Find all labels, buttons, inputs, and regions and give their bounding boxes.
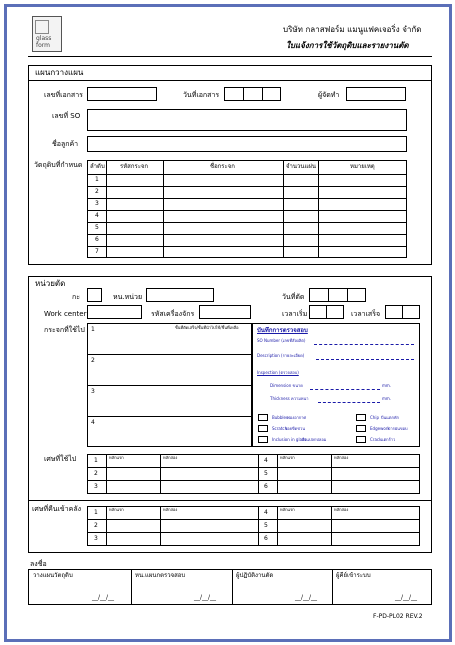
inspect-thickness-line: Thickness ความหนา bbox=[270, 396, 309, 401]
inspect-dimension-line: Dimension ขนาด bbox=[270, 383, 303, 388]
scrap-used-label: เศษที่ใช้ไป bbox=[44, 455, 77, 463]
check-chip-th: บิ่นแตกหัก bbox=[381, 415, 399, 420]
creator-label: ผู้จัดทำ bbox=[318, 91, 340, 99]
check-scratch-th: รอยขีดข่วน bbox=[285, 426, 305, 431]
creator-field[interactable] bbox=[346, 87, 406, 101]
col-header-glass-code: รหัสกระจก bbox=[120, 163, 149, 170]
return-col1-header-right: หลักแรก bbox=[280, 507, 295, 512]
glass-row-number: 4 bbox=[91, 419, 95, 426]
sign-cutter-label: ผู้ปฏิบัติงานตัด bbox=[236, 572, 274, 579]
check-edgework-en: Edgework bbox=[370, 426, 390, 431]
return-col1-header: หลักแรก bbox=[109, 507, 124, 512]
signature-title: ลงชื่อ bbox=[30, 560, 47, 568]
cut-date-label: วันที่ตัด bbox=[282, 293, 305, 301]
doc-date-label: วันที่เอกสาร bbox=[183, 91, 220, 99]
so-field[interactable] bbox=[87, 109, 407, 131]
machine-label: รหัสเครื่องจักร bbox=[151, 310, 195, 318]
logo-text-top: glass bbox=[36, 35, 52, 42]
table-row: 2 bbox=[94, 470, 98, 477]
check-bubbles-th: ฟองอากาศ bbox=[287, 415, 307, 420]
table-row: 6 bbox=[95, 236, 99, 243]
sign-inspector-label: หน.แผนกตรวจสอบ bbox=[135, 572, 186, 579]
inspect-desc-line: Description (รายละเอียด) bbox=[257, 353, 305, 358]
table-row: 2 bbox=[95, 188, 99, 195]
company-name: บริษัท กลาสฟอร์ม แมนูแฟคเจอริ่ง จำกัด bbox=[283, 25, 422, 34]
inspect-thickness-unit: mm. bbox=[382, 396, 392, 401]
cut-section-title: หน่วยตัด bbox=[35, 279, 66, 288]
inspection-title: บันทึกการตรวจสอบ bbox=[257, 327, 308, 334]
scrap-return-table bbox=[87, 506, 420, 546]
return-col2-header: หลักสอง bbox=[163, 507, 178, 512]
sign-cutter-date: __/__/__ bbox=[295, 594, 318, 601]
inspect-so-line: SO Number (เลขที่สั่งผลิต) bbox=[257, 338, 306, 343]
table-row: 1 bbox=[95, 176, 99, 183]
doc-no-label: เลขที่เอกสาร bbox=[44, 91, 83, 99]
sign-planner-date: __/__/__ bbox=[92, 594, 115, 601]
document-title: ใบแจ้งการใช้วัตถุดิบและรายงานตัด bbox=[286, 41, 409, 50]
check-scratch-checkbox[interactable] bbox=[258, 425, 268, 432]
glass-row-number: 3 bbox=[91, 388, 95, 395]
table-row: 2 bbox=[94, 522, 98, 529]
check-inclusion-th: สิ่งแปลกปลอม bbox=[302, 437, 327, 442]
table-row: 6 bbox=[264, 483, 268, 490]
doc-no-field[interactable] bbox=[87, 87, 157, 101]
logo-text-bottom: form bbox=[36, 42, 50, 49]
customer-label: ชื่อลูกค้า bbox=[52, 140, 79, 148]
table-row: 4 bbox=[264, 509, 268, 516]
work-center-label: Work center bbox=[44, 310, 87, 318]
scrap-col2-header: หลักสอง bbox=[163, 455, 178, 460]
sign-planner-label: วางแผนวัตถุดิบ bbox=[33, 572, 73, 579]
check-scratch-en: Scratch bbox=[272, 426, 288, 431]
glass-used-label: กระจกที่ใช้ไป bbox=[44, 326, 85, 334]
customer-field[interactable] bbox=[87, 136, 407, 152]
scrap-used-table bbox=[87, 454, 420, 494]
check-crack-th: แตกร้าว bbox=[381, 437, 396, 442]
logo-square bbox=[35, 20, 49, 34]
table-row: 4 bbox=[95, 212, 99, 219]
inspect-inspection-line: Inspection (ตรวจสอบ) bbox=[257, 370, 299, 375]
table-row: 4 bbox=[264, 457, 268, 464]
plan-section-title: แผนกวางแผน bbox=[35, 68, 84, 77]
scrap-col2-header-right: หลักสอง bbox=[334, 455, 349, 460]
machine-field[interactable] bbox=[199, 305, 251, 319]
check-edgework-th: การฝนขอบ bbox=[388, 426, 408, 431]
check-bubbles-en: Bubbles bbox=[272, 415, 289, 420]
scrap-return-label: เศษที่คืนเข้าคลัง bbox=[32, 505, 82, 513]
so-label: เลขที่ SO bbox=[52, 112, 81, 120]
work-center-field[interactable] bbox=[87, 305, 142, 319]
check-inclusion-en: Inclusion in glass bbox=[272, 437, 307, 442]
scrap-col1-header: หลักแรก bbox=[109, 455, 124, 460]
col-header-qty: จำนวนแผ่น bbox=[286, 163, 316, 170]
company-logo bbox=[32, 16, 62, 52]
table-row: 7 bbox=[95, 248, 99, 255]
finish-time-label: เวลาเสร็จ bbox=[351, 310, 381, 318]
table-row: 5 bbox=[264, 470, 268, 477]
col-header-remark: หมายเหตุ bbox=[350, 163, 375, 170]
return-col2-header-right: หลักสอง bbox=[334, 507, 349, 512]
table-row: 6 bbox=[264, 535, 268, 542]
col-header-glass-name: ชื่อกระจก bbox=[210, 163, 235, 170]
glass-row-number: 1 bbox=[91, 326, 95, 333]
check-edgework-checkbox[interactable] bbox=[356, 425, 366, 432]
plan-title-divider bbox=[28, 80, 432, 81]
check-crack-en: Crack bbox=[370, 437, 382, 442]
check-chip-en: Chip bbox=[370, 415, 379, 420]
table-row: 3 bbox=[95, 200, 99, 207]
shift-label: กะ bbox=[72, 293, 80, 301]
form-code: F-PD-PL02 REV.2 bbox=[373, 613, 423, 620]
scrap-col1-header-right: หลักแรก bbox=[280, 455, 295, 460]
glass-row-number: 2 bbox=[91, 357, 95, 364]
table-row: 5 bbox=[95, 224, 99, 231]
start-time-label: เวลาเริ่ม bbox=[282, 310, 308, 318]
header-divider bbox=[28, 56, 432, 57]
table-row: 3 bbox=[94, 535, 98, 542]
shift-field[interactable] bbox=[87, 288, 102, 302]
table-row: 1 bbox=[94, 509, 98, 516]
inspect-dimension-unit: mm. bbox=[382, 383, 392, 388]
check-chip-checkbox[interactable] bbox=[356, 414, 366, 421]
table-row: 1 bbox=[94, 457, 98, 464]
sign-inspector-date: __/__/__ bbox=[194, 594, 217, 601]
sheet-note: ชิ้นที่ตัดเสร็จ/ชิ้นที่นำไปใช้/ชิ้นที่เหลือ bbox=[175, 325, 239, 330]
unit-head-label: หน.หน่วย bbox=[113, 293, 143, 301]
table-row: 3 bbox=[94, 483, 98, 490]
check-crack-checkbox[interactable] bbox=[356, 436, 366, 443]
check-inclusion-checkbox[interactable] bbox=[258, 436, 268, 443]
check-bubbles-checkbox[interactable] bbox=[258, 414, 268, 421]
signature-table bbox=[28, 569, 432, 605]
sign-keyer-label: ผู้คีย์เข้าระบบ bbox=[336, 572, 371, 579]
table-row: 5 bbox=[264, 522, 268, 529]
material-label: วัตถุดิบที่กำหนด bbox=[34, 161, 83, 169]
doc-date-field[interactable] bbox=[224, 87, 281, 101]
col-header-order: ลำดับ bbox=[90, 163, 105, 170]
unit-head-field[interactable] bbox=[146, 288, 214, 302]
cut-date-field[interactable] bbox=[309, 288, 366, 302]
sign-keyer-date: __/__/__ bbox=[395, 594, 418, 601]
